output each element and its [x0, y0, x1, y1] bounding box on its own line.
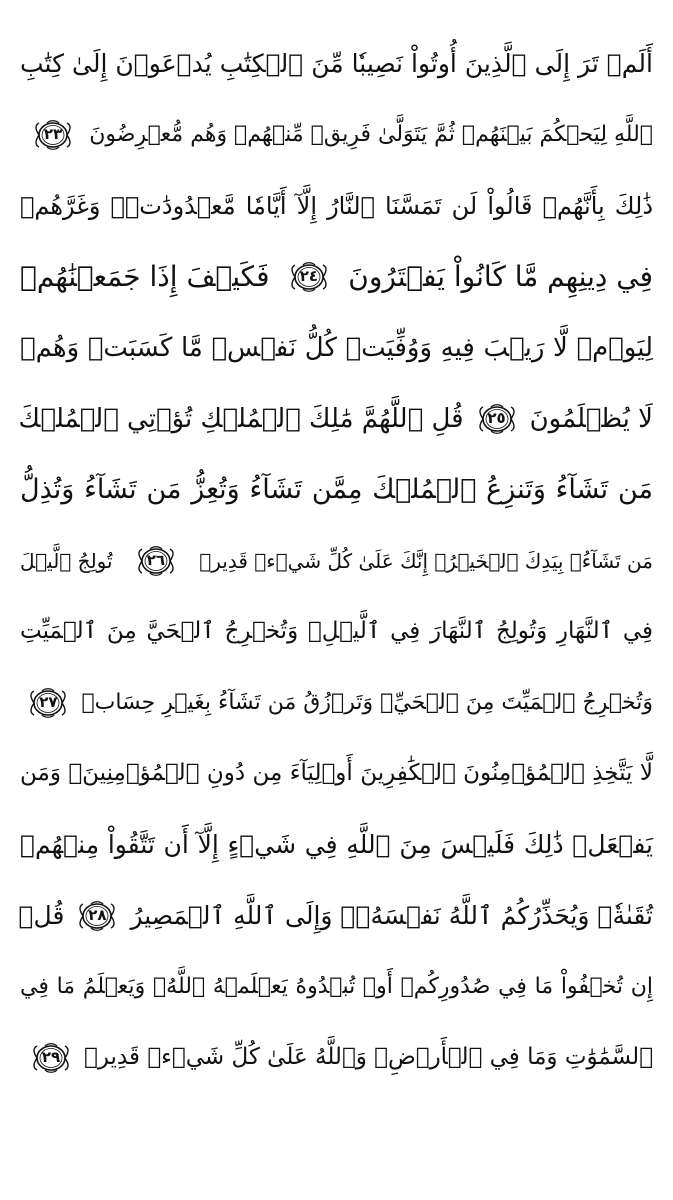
verse-line — [20, 170, 653, 241]
verse-line — [20, 99, 653, 170]
verse-text: فِي ٱلنَّهَارِ وَتُولِجُ ٱلنَّهَارَ فِي ٱلَّيۡلِۖ وَتُخۡرِجُ ٱلۡحَيَّ مِنَ ٱلۡمَيِّتِ — [20, 618, 653, 644]
ayah-number: ٢٧ — [39, 693, 58, 711]
verse-text: مَن تَشَآءُۖ بِيَدِكَ ٱلۡخَيۡرُۖ إِنَّكَ عَلَىٰ كُلِّ شَيۡءٖ قَدِيرٞ — [199, 548, 653, 573]
ayah-number: ٢٨ — [88, 906, 107, 924]
verse-line — [20, 596, 653, 667]
verse-text: قُلۡ — [18, 901, 65, 930]
verse-text: تُولِجُ ٱلَّيۡلَ — [20, 548, 113, 573]
ayah-number-marker — [25, 685, 71, 721]
verse-line — [20, 383, 653, 454]
verse-line — [20, 28, 653, 99]
verse-line — [20, 951, 653, 1022]
verse-text: أَلَمۡ تَرَ إِلَى ٱلَّذِينَ أُوتُواْ نَصِيبٗا مِّنَ ٱلۡكِتَٰبِ يُدۡعَوۡنَ إِلَىٰ كِتَٰبِ — [20, 49, 653, 78]
ayah-number-marker — [286, 259, 332, 295]
verse-line — [20, 1022, 653, 1093]
verse-line — [20, 312, 653, 383]
verse-line — [20, 454, 653, 525]
verse-text: ٱلسَّمَٰوَٰتِ وَمَا فِي ٱلۡأَرۡضِۗ وَٱللَّهُ عَلَىٰ كُلِّ شَيۡءٖ قَدِيرٞ — [84, 1044, 653, 1070]
ayah-number: ٢٣ — [43, 125, 63, 143]
verse-text: لَّا يَتَّخِذِ ٱلۡمُؤۡمِنُونَ ٱلۡكَٰفِرِينَ أَوۡلِيَآءَ مِن دُونِ ٱلۡمُؤۡمِنِينَۖ وَمَن — [20, 760, 653, 786]
ayah-number-marker — [30, 117, 76, 153]
verse-line — [20, 880, 653, 951]
verse-text: ٱللَّهِ لِيَحۡكُمَ بَيۡنَهُمۡ ثُمَّ يَتَوَلَّىٰ فَرِيقٞ مِّنۡهُمۡ وَهُم مُّعۡرِضُونَ — [89, 121, 653, 147]
verse-text: إِن تُخۡفُواْ مَا فِي صُدُورِكُمۡ أَوۡ تُبۡدُوهُ يَعۡلَمۡهُ ٱللَّهُۗ وَيَعۡلَمُ مَا فِي — [20, 973, 653, 999]
verse-text: وَتُخۡرِجُ ٱلۡمَيِّتَ مِنَ ٱلۡحَيِّۖ وَتَرۡزُقُ مَن تَشَآءُ بِغَيۡرِ حِسَابٖ — [81, 689, 653, 715]
ayah-number: ٢٥ — [487, 409, 506, 427]
verse-text: فِي دِينِهِم مَّا كَانُواْ يَفۡتَرُونَ — [348, 259, 653, 293]
verse-text: لَا يُظۡلَمُونَ — [529, 403, 653, 434]
verse-text: ذَٰلِكَ بِأَنَّهُمۡ قَالُواْ لَن تَمَسَّنَا ٱلنَّارُ إِلَّآ أَيَّامٗا مَّعۡدُودَٰتٖۖ وَغَرَّهُمۡ — [20, 191, 653, 220]
verse-line — [20, 241, 653, 312]
verse-lines — [20, 28, 653, 1093]
verse-line — [20, 525, 653, 596]
verse-text: قُلِ ٱللَّهُمَّ مَٰلِكَ ٱلۡمُلۡكِ تُؤۡتِي ٱلۡمُلۡكَ — [18, 403, 464, 434]
verse-line — [20, 667, 653, 738]
verse-line — [20, 809, 653, 880]
verse-text: لِيَوۡمٖ لَّا رَيۡبَ فِيهِ وَوُفِّيَتۡ كُلُّ نَفۡسٖ مَّا كَسَبَتۡ وَهُمۡ — [20, 332, 653, 363]
ayah-number-marker — [474, 401, 520, 437]
verse-text: فَكَيۡفَ إِذَا جَمَعۡنَٰهُمۡ — [20, 259, 270, 293]
ayah-number: ٢٤ — [299, 267, 319, 285]
verse-text: يَفۡعَلۡ ذَٰلِكَ فَلَيۡسَ مِنَ ٱللَّهِ فِي شَيۡءٍ إِلَّآ أَن تَتَّقُواْ مِنۡهُمۡ — [20, 830, 653, 859]
verse-text: تُقَىٰةٗۗ وَيُحَذِّرُكُمُ ٱللَّهُ نَفۡسَهُۥۗ وَإِلَى ٱللَّهِ ٱلۡمَصِيرُ — [130, 901, 653, 930]
verse-line — [20, 738, 653, 809]
ayah-number-marker — [74, 898, 120, 934]
ayah-number-marker — [133, 543, 179, 579]
ayah-number: ٢٦ — [146, 551, 166, 569]
ayah-number: ٢٩ — [41, 1048, 61, 1066]
ayah-number-marker — [28, 1040, 74, 1076]
verse-text: مَن تَشَآءُ وَتَنزِعُ ٱلۡمُلۡكَ مِمَّن تَشَآءُ وَتُعِزُّ مَن تَشَآءُ وَتُذِلُّ — [20, 474, 653, 505]
